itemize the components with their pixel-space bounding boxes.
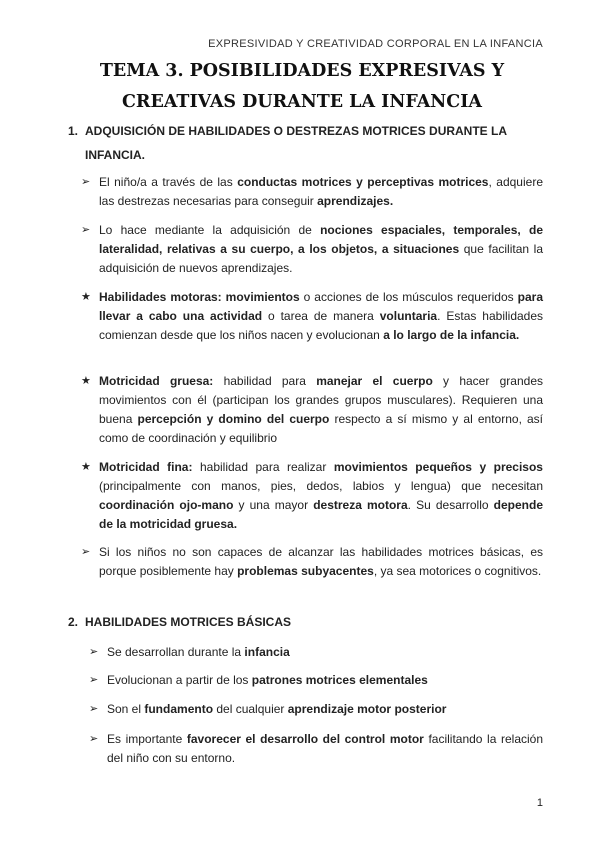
list-item (81, 543, 543, 581)
page-title (60, 56, 544, 118)
text-run: El niño/a a través de las (99, 175, 238, 189)
text-run: Es importante (107, 732, 187, 746)
bold-text-run: Motricidad fina: (99, 460, 193, 474)
bold-text-run: a lo largo de la infancia. (383, 328, 520, 342)
text-run: Son el (107, 702, 145, 716)
star-bullet-icon: ★ (81, 375, 91, 387)
list-item (89, 643, 543, 662)
text-run: . Estas habilidades comienzan desde que los niños nacen y evolucionan (99, 309, 544, 342)
section-1-heading-line1: ADQUISICIÓN DE HABILIDADES O DESTREZAS MOTRICES DURANTE LA (85, 124, 508, 138)
text-run: que facilitan la adquisición de nuevos aprendizajes. (99, 242, 543, 275)
section-2-heading (68, 610, 543, 634)
title-line-2: CREATIVAS DURANTE LA INFANCIA (122, 92, 482, 112)
list-item (89, 700, 543, 719)
bold-text-run: Habilidades motoras: movimientos (99, 290, 300, 304)
bold-text-run: infancia (244, 645, 290, 659)
list-item (81, 221, 543, 278)
text-run: facilitando la relación del niño con su entorno. (107, 732, 544, 765)
bold-text-run: fundamento (144, 702, 214, 716)
list-item (89, 730, 544, 768)
running-header: EXPRESIVIDAD Y CREATIVIDAD CORPORAL EN LA INFANCIA (208, 38, 543, 50)
bold-text-run: conductas motrices y perceptivas motrices (237, 175, 489, 189)
bold-text-run: problemas subyacentes (237, 564, 374, 578)
title-line-1: TEMA 3. POSIBILIDADES EXPRESIVAS Y (99, 61, 505, 81)
arrow-bullet-icon: ➢ (81, 176, 91, 188)
text-run: Se desarrollan durante la (107, 645, 245, 659)
text-run: Si los niños no son capaces de alcanzar las habilidades motrices básicas, es porque posiblemente hay (99, 545, 543, 578)
section-1-number: 1. (68, 124, 79, 138)
arrow-bullet-icon: ➢ (89, 733, 99, 745)
list-item (81, 372, 544, 448)
text-run: o acciones de los músculos requeridos (299, 290, 518, 304)
section-2-number: 2. (68, 615, 79, 629)
bold-text-run: movimientos pequeños y precisos (333, 460, 543, 474)
text-run: Evolucionan a partir de los (107, 673, 252, 687)
arrow-bullet-icon: ➢ (89, 674, 99, 686)
bold-text-run: depende de la motricidad gruesa. (99, 498, 543, 531)
bold-text-run: favorecer el desarrollo del control motor (186, 732, 424, 746)
bold-text-run: voluntaria (379, 309, 438, 323)
bold-text-run: aprendizajes. (317, 194, 394, 208)
bold-text-run: Motricidad gruesa: (99, 374, 214, 388)
text-run: . Su desarrollo (407, 498, 494, 512)
text-run: del cualquier (213, 702, 288, 716)
star-bullet-icon: ★ (81, 461, 91, 473)
list-item (81, 173, 543, 211)
bold-text-run: destreza motora (313, 498, 408, 512)
text-run: respecto a sí mismo y al entorno, así como de coordinación y equilibrio (99, 412, 544, 445)
bold-text-run: para llevar a cabo una actividad (99, 290, 543, 323)
text-run: (principalmente con manos, pies, dedos, labios y lengua) que necesitan (99, 479, 543, 493)
text-run: , ya sea motorices o cognitivos. (373, 564, 542, 578)
text-run: Lo hace mediante la adquisición de (99, 223, 321, 237)
bold-text-run: manejar el cuerpo (316, 374, 433, 388)
page-number: 1 (536, 797, 543, 809)
list-item (81, 458, 543, 534)
arrow-bullet-icon: ➢ (89, 703, 99, 715)
bold-text-run: nociones espaciales, temporales, de lateralidad, relativas a su cuerpo, a los objetos, a situaciones (99, 223, 543, 256)
text-run: habilidad para realizar (192, 460, 334, 474)
arrow-bullet-icon: ➢ (81, 224, 91, 236)
list-item (81, 288, 544, 345)
section-1-heading-line2: INFANCIA. (85, 148, 145, 162)
bold-text-run: percepción y domino del cuerpo (137, 412, 330, 426)
text-run: habilidad para (213, 374, 317, 388)
section-1-heading (68, 119, 543, 167)
section-2-heading-text: HABILIDADES MOTRICES BÁSICAS (85, 615, 292, 629)
text-run: y una mayor (233, 498, 314, 512)
star-bullet-icon: ★ (81, 291, 91, 303)
arrow-bullet-icon: ➢ (81, 546, 91, 558)
text-run: o tarea de manera (262, 309, 380, 323)
text-run: y hacer grandes movimientos con él (participan los grandes grupos musculares). Requieren una buena (99, 374, 543, 426)
bold-text-run: aprendizaje motor posterior (287, 702, 447, 716)
bold-text-run: patrones motrices elementales (251, 673, 428, 687)
list-item (89, 671, 543, 690)
text-run: , adquiere las destrezas necesarias para conseguir (99, 175, 543, 208)
arrow-bullet-icon: ➢ (89, 646, 99, 658)
bold-text-run: coordinación ojo-mano (99, 498, 234, 512)
